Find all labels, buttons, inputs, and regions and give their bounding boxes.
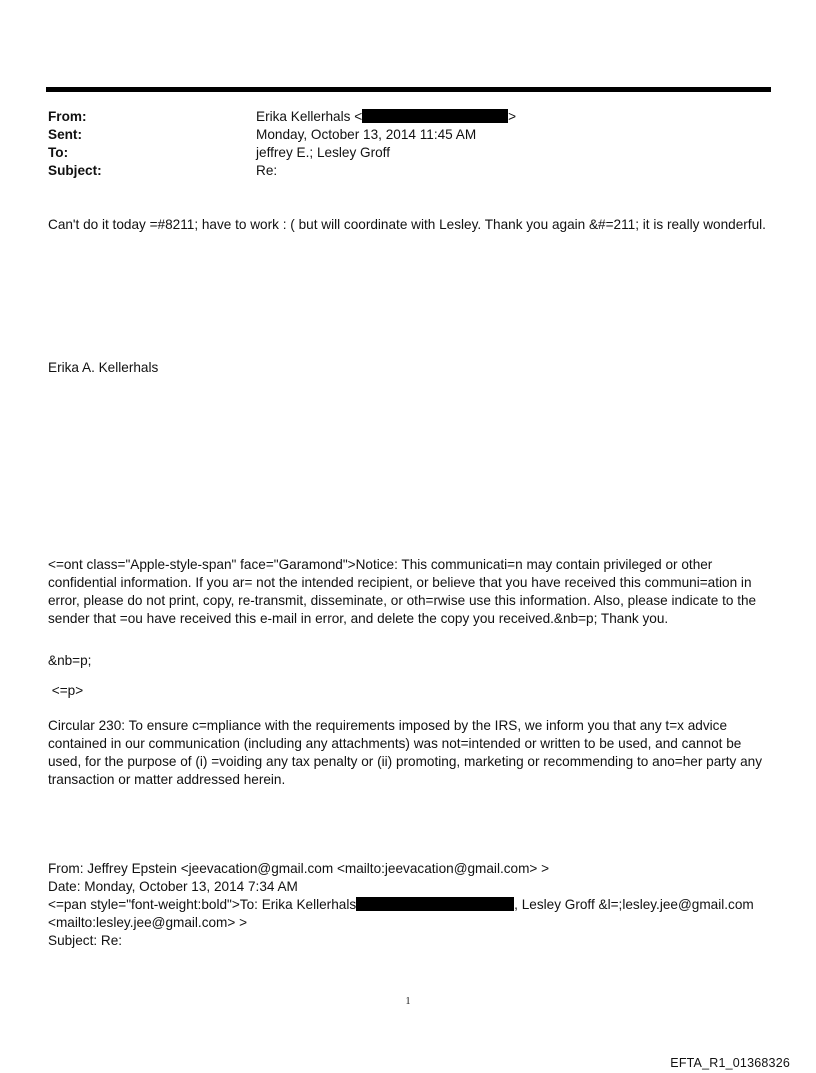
- circular-line: Circular 230: To ensure c=mpliance with the requirements imposed by the IRS, we inform you that any t=x advice: [48, 718, 728, 733]
- notice-line: sender that =ou have received this e-mail in error, and delete the copy you received.&nb=p; Thank you.: [48, 611, 669, 626]
- circular-line: transaction or matter addressed herein.: [48, 772, 286, 787]
- quoted-from: From: Jeffrey Epstein <jeevacation@gmail.com <mailto:jeevacation@gmail.com> >: [48, 861, 550, 876]
- page-number: 1: [405, 996, 411, 1007]
- confidentiality-notice: [48, 556, 773, 628]
- bates-number: EFTA_R1_01368326: [670, 1056, 790, 1070]
- notice-line: error, please do not print, copy, re-transmit, disseminate, or oth=rwise use this information. Also, please indicate to the: [48, 593, 757, 608]
- from-label: From:: [48, 109, 87, 124]
- signature: Erika A. Kellerhals: [48, 360, 159, 375]
- to-label: To:: [48, 145, 69, 160]
- redaction-box: [356, 897, 514, 911]
- sent-label: Sent:: [48, 127, 82, 142]
- quoted-to-prefix: <=pan style="font-weight:bold">To: Erika Kellerhals: [48, 897, 357, 912]
- subject-label: Subject:: [48, 163, 102, 178]
- p-tag-line: <=p>: [48, 683, 84, 698]
- notice-line: <=ont class="Apple-style-span" face="Garamond">Notice: This communicati=n may contain privileged or other: [48, 557, 713, 572]
- quoted-subject: Subject: Re:: [48, 933, 123, 948]
- circular-line: contained in our communication (including any attachments) was not=intended or written to be used, and cannot be: [48, 736, 742, 751]
- from-value: [256, 108, 516, 126]
- quoted-header: [48, 860, 773, 950]
- from-close: >: [508, 109, 517, 124]
- quoted-to-suffix: , Lesley Groff &l=;lesley.jee@gmail.com: [514, 897, 754, 912]
- nbsp-line: &nb=p;: [48, 653, 92, 668]
- from-name: Erika Kellerhals <: [256, 109, 363, 124]
- notice-line: confidential information. If you ar= not the intended recipient, or believe that you have received this communi=ation in: [48, 575, 752, 590]
- subject-value: Re:: [256, 163, 278, 178]
- quoted-mailto: <mailto:lesley.jee@gmail.com> >: [48, 915, 248, 930]
- circular-line: used, for the purpose of (i) =voiding any tax penalty or (ii) promoting, marketing or recommending to ano=her party any: [48, 754, 763, 769]
- circular-230-notice: [48, 717, 773, 789]
- to-value: jeffrey E.; Lesley Groff: [256, 145, 390, 160]
- header-rule: [46, 87, 771, 92]
- redaction-box: [362, 109, 508, 123]
- message-body: Can't do it today =#8211; have to work : ( but will coordinate with Lesley. Thank you again &#=211; it is really wonderful.: [48, 217, 766, 232]
- sent-value: Monday, October 13, 2014 11:45 AM: [256, 127, 477, 142]
- quoted-date: Date: Monday, October 13, 2014 7:34 AM: [48, 879, 298, 894]
- quoted-to: [48, 896, 773, 914]
